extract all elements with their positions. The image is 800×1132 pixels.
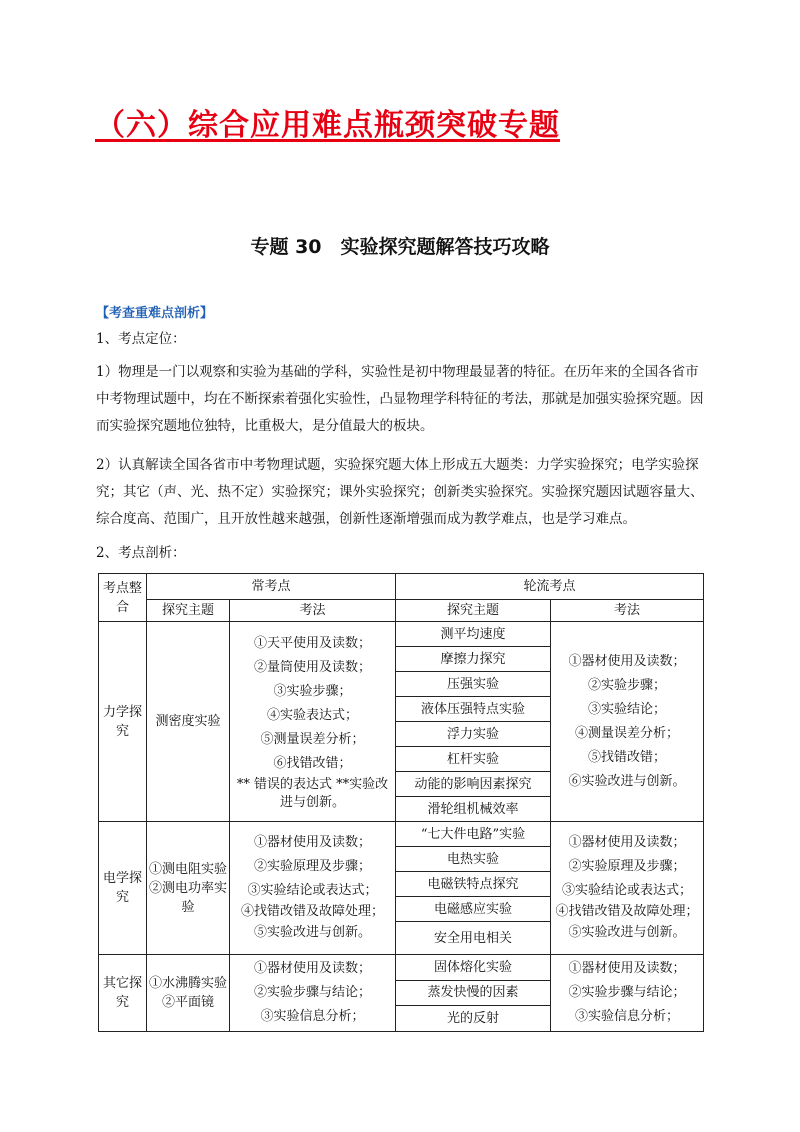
list-item: ** 错误的表达式 **实验改进与创新。 <box>236 776 389 810</box>
list-item: ②实验原理及步骤； <box>254 859 372 874</box>
list-item: ③实验步骤； <box>273 683 352 699</box>
regular-topic-density: 测密度实验 <box>147 622 230 822</box>
rotating-topic: 动能的影响因素探究 <box>396 772 551 797</box>
rotating-topic: 电磁铁特点探究 <box>396 872 551 897</box>
rotating-topic: 滑轮组机械效率 <box>396 797 551 822</box>
table-row <box>99 822 704 847</box>
paragraph-2: 2）认真解读全国各省市中考物理试题，实验探究题大体上形成五大题类：力学实验探究；电学实验探究；其它（声、光、热不定）实验探究；课外实验探究；创新类实验探究。实验探究题因试题容量大、综合度高、范围广，且开放性越来越强，创新性逐渐增强而成为教学难点，也是学习难点。 <box>96 457 704 527</box>
rotating-methods-mechanics <box>551 622 704 822</box>
rotating-topic: 浮力实验 <box>396 722 551 747</box>
list-item: ①器材使用及读数； <box>254 961 372 976</box>
rotating-topic: 固体熔化实验 <box>396 955 551 981</box>
list-item: ④实验表达式； <box>267 707 359 723</box>
list-item: ②实验原理及步骤； <box>568 859 686 874</box>
table-row <box>99 955 704 981</box>
rotating-methods-electricity <box>551 822 704 955</box>
list-item: ⑥找错改错； <box>273 755 352 771</box>
regular-topic-electricity <box>147 822 230 955</box>
list-item: ①器材使用及读数； <box>568 961 686 976</box>
table-subheader-row <box>99 600 704 622</box>
list-item: ③实验结论或表达式； <box>562 883 693 898</box>
list-item: ①器材使用及读数； <box>568 653 686 669</box>
list-item: ⑤实验改进与创新。 <box>254 925 372 940</box>
list-item: ④找错改错及故障处理； <box>555 904 699 919</box>
list-item: ①器材使用及读数； <box>568 835 686 850</box>
rotating-topic: 安全用电相关 <box>396 922 551 955</box>
category-others: 其它探究 <box>99 955 147 1032</box>
list-item: ⑤实验改进与创新。 <box>568 925 686 940</box>
list-item: ③实验信息分析； <box>575 1009 680 1024</box>
main-title: （六）综合应用难点瓶颈突破专题 <box>95 108 560 143</box>
rotating-topic: 测平均速度 <box>396 622 551 647</box>
rotating-topic: 电热实验 <box>396 847 551 872</box>
list-item: ⑥实验改进与创新。 <box>568 773 686 789</box>
regular-methods-electricity <box>230 822 396 955</box>
list-item: ②平面镜 <box>161 995 214 1010</box>
header-regular: 常考点 <box>147 574 396 600</box>
exam-points-table <box>98 573 704 1032</box>
header-corner: 考点整合 <box>99 574 147 622</box>
list-item: ⑤测量误差分析； <box>260 731 365 747</box>
list-item: ①水沸腾实验 <box>149 976 228 991</box>
list-item: ③实验信息分析； <box>260 1009 365 1024</box>
category-mechanics: 力学探究 <box>99 622 147 822</box>
regular-methods-mechanics <box>230 622 396 822</box>
list-item: ③实验结论或表达式； <box>247 883 378 898</box>
header-rotating: 轮流考点 <box>396 574 704 600</box>
table-row <box>99 622 704 647</box>
regular-topic-others <box>147 955 230 1032</box>
header-regular-topic: 探究主题 <box>147 600 230 622</box>
list-item: ⑤找错改错； <box>588 749 667 765</box>
list-item: ②实验步骤与结论； <box>254 985 372 1000</box>
rotating-topic: 摩擦力探究 <box>396 647 551 672</box>
rotating-topic: 电磁感应实验 <box>396 897 551 922</box>
list-item: ①器材使用及读数； <box>254 835 372 850</box>
rotating-topic: “七大件电路”实验 <box>396 822 551 847</box>
list-item: ②量筒使用及读数； <box>254 659 372 675</box>
rotating-methods-others <box>551 955 704 1032</box>
rotating-topic: 液体压强特点实验 <box>396 697 551 722</box>
category-electricity: 电学探究 <box>99 822 147 955</box>
header-rotating-topic: 探究主题 <box>396 600 551 622</box>
rotating-topic: 压强实验 <box>396 672 551 697</box>
list-item: ③实验结论； <box>588 701 667 717</box>
regular-methods-others <box>230 955 396 1032</box>
list-item: ④测量误差分析； <box>575 725 680 741</box>
paragraph-1: 1）物理是一门以观察和实验为基础的学科，实验性是初中物理最显著的特征。在历年来的全国各省市中考物理试题中，均在不断探索着强化实验性，凸显物理学科特征的考法，那就是加强实验探究题。因而实验探究题地位独特，比重极大，是分值最大的板块。 <box>96 364 704 434</box>
table-header-row <box>99 574 704 600</box>
rotating-topic: 杠杆实验 <box>396 747 551 772</box>
list-item: ②实验步骤； <box>588 677 667 693</box>
rotating-topic: 蒸发快慢的因素 <box>396 980 551 1006</box>
point-positioning-label: 1、考点定位： <box>96 331 186 347</box>
section-heading: 【考查重难点剖析】 <box>96 306 214 321</box>
list-item: ①天平使用及读数； <box>254 635 372 651</box>
point-analysis-label: 2、考点剖析： <box>96 545 186 561</box>
list-item: ②实验步骤与结论； <box>568 985 686 1000</box>
sub-title: 专题 30 实验探究题解答技巧攻略 <box>250 236 550 258</box>
rotating-topic: 光的反射 <box>396 1006 551 1032</box>
list-item: ①测电阻实验 <box>149 861 228 877</box>
header-regular-method: 考法 <box>230 600 396 622</box>
list-item: ②测电功率实验 <box>149 880 228 915</box>
header-rotating-method: 考法 <box>551 600 704 622</box>
list-item: ④找错改错及故障处理； <box>241 904 385 919</box>
